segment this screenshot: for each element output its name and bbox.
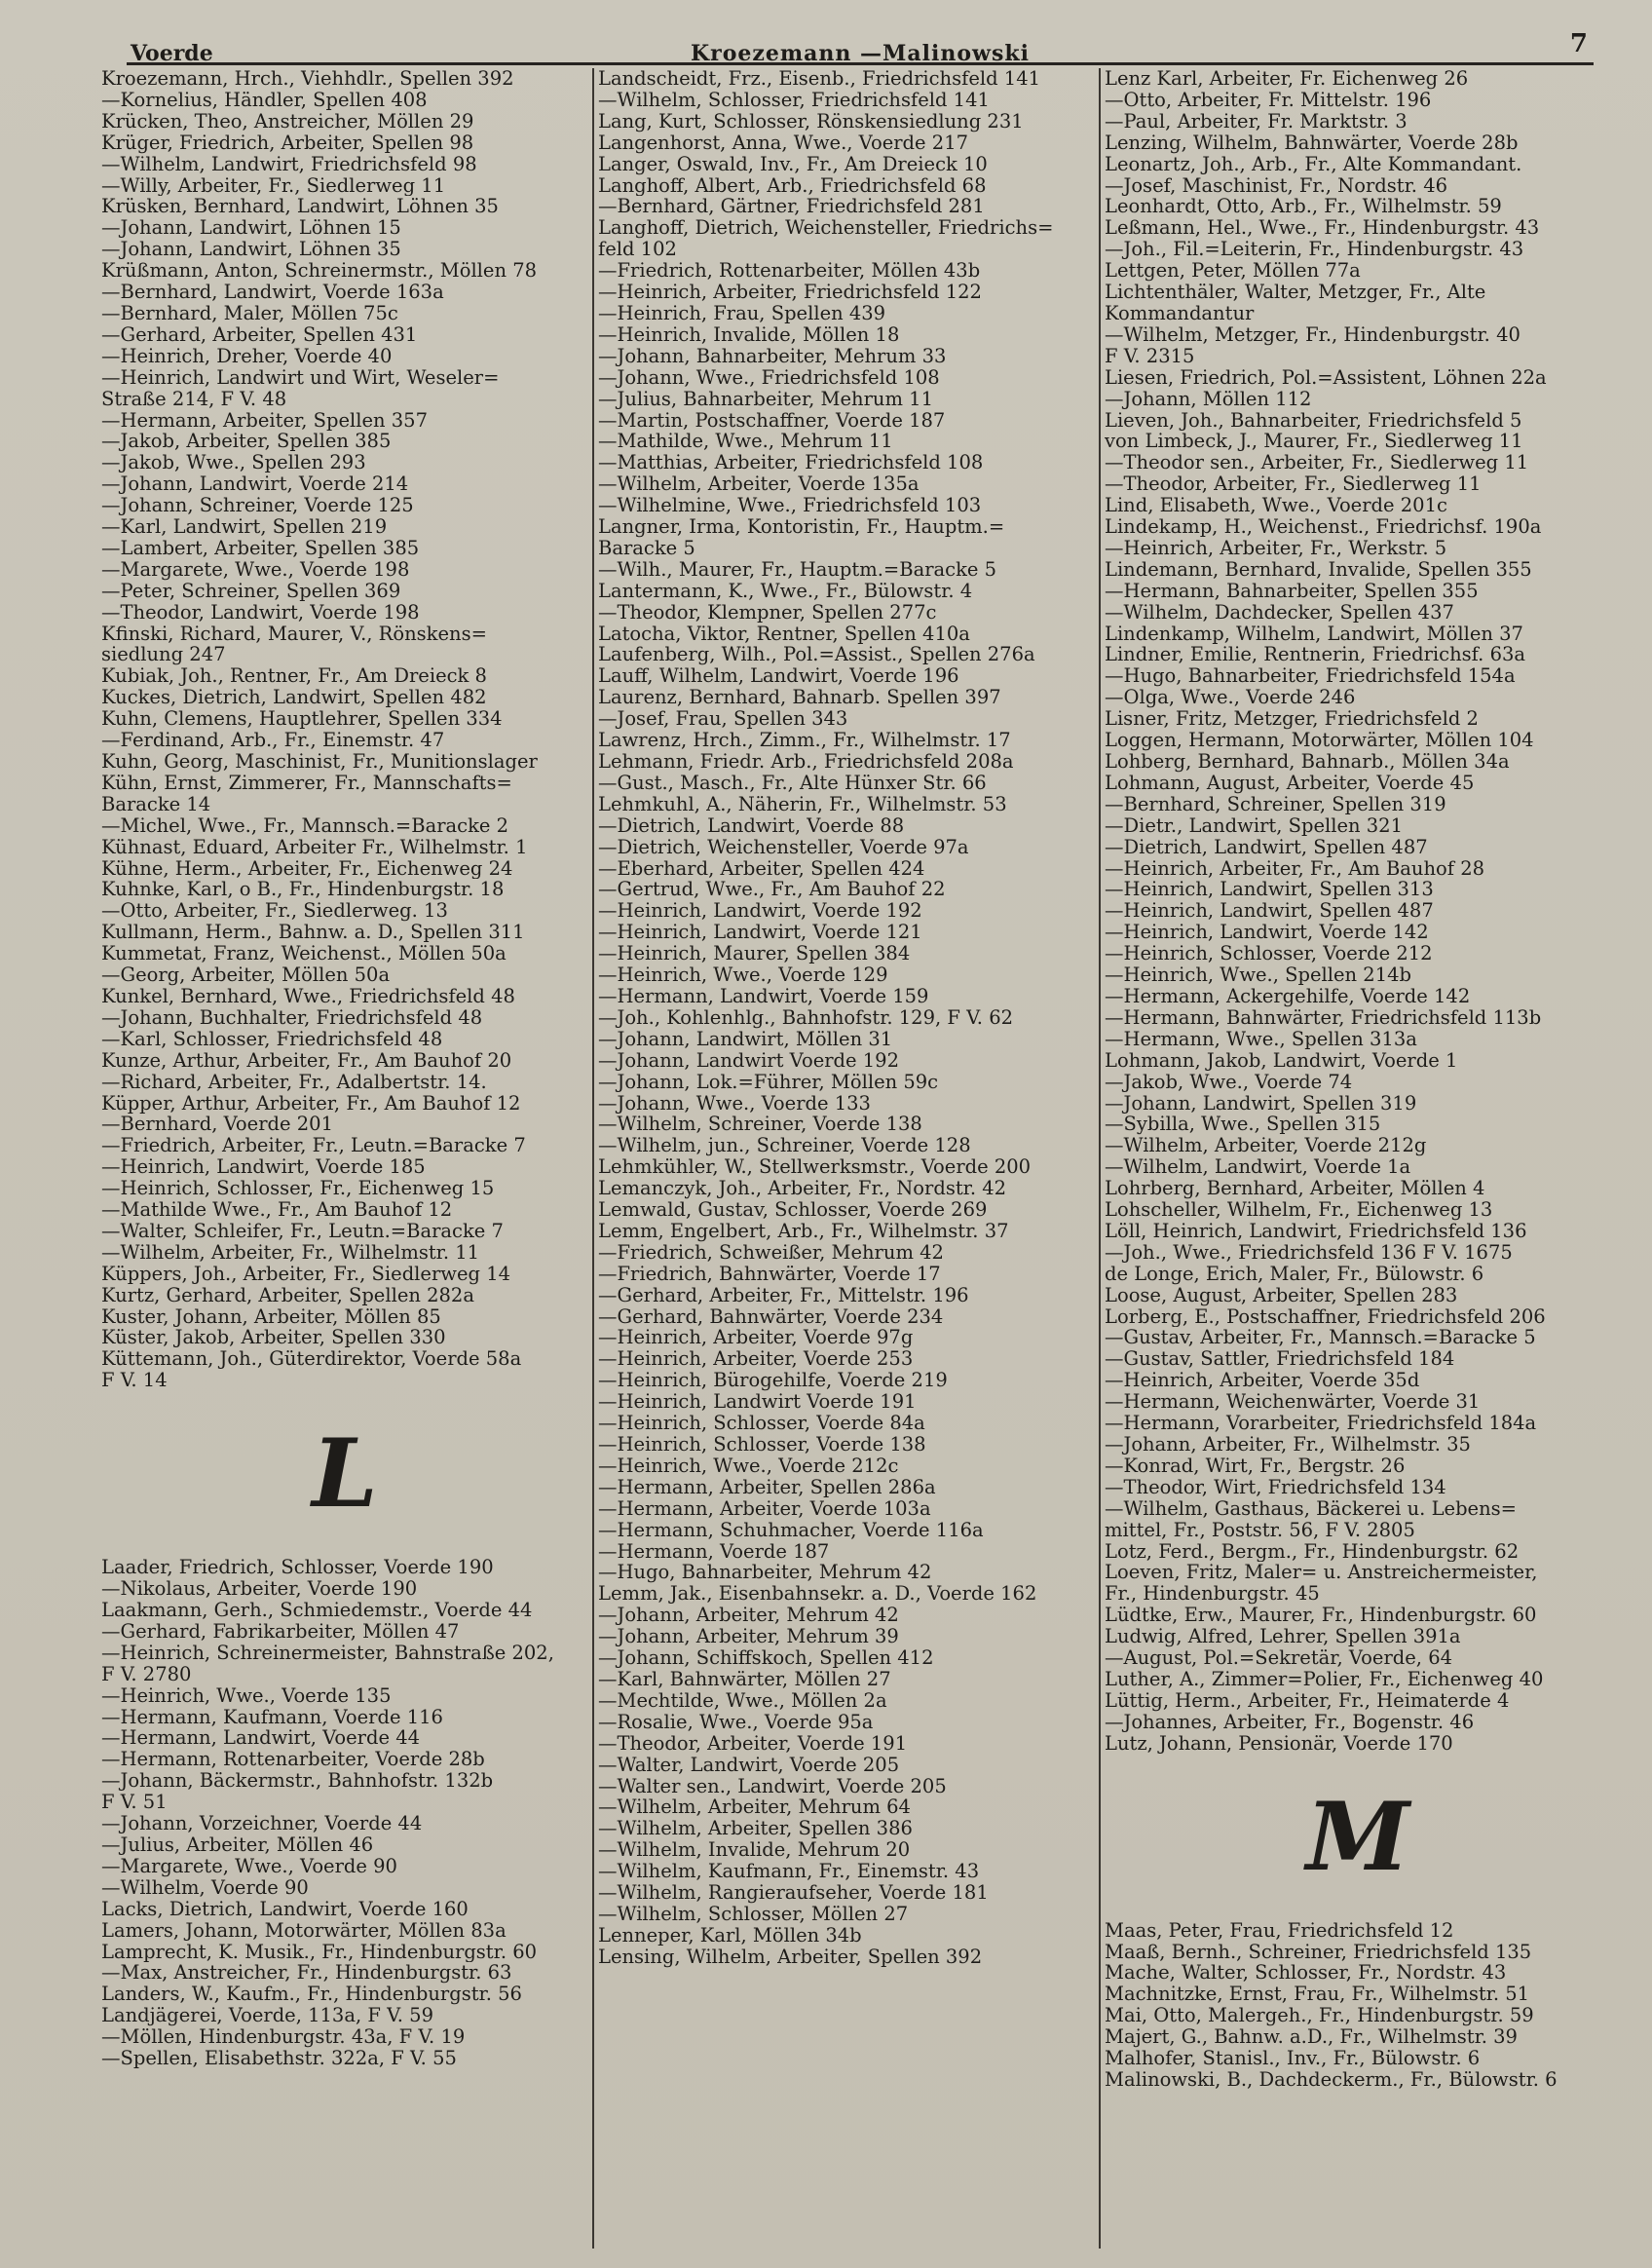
directory-entry: —Lambert, Arbeiter, Spellen 385	[101, 537, 420, 559]
directory-entry: Lindekamp, H., Weichenst., Friedrichsf. 190a	[1105, 516, 1542, 538]
directory-entry: Mache, Walter, Schlosser, Fr., Nordstr. 43	[1105, 1962, 1507, 1984]
directory-entry: Machnitzke, Ernst, Frau, Fr., Wilhelmstr. 51	[1105, 1984, 1530, 2006]
directory-entry: Maaß, Bernh., Schreiner, Friedrichsfeld 135	[1105, 1941, 1532, 1963]
directory-entry: Lichtenthäler, Walter, Metzger, Fr., Alte	[1105, 282, 1486, 303]
directory-entry: Lind, Elisabeth, Wwe., Voerde 201c	[1105, 495, 1447, 517]
directory-entry: —Heinrich, Arbeiter, Voerde 35d	[1105, 1370, 1420, 1392]
directory-entry: Loose, August, Arbeiter, Spellen 283	[1105, 1284, 1458, 1306]
directory-entry: —Wilh., Maurer, Fr., Hauptm.=Baracke 5	[598, 558, 997, 581]
directory-entry: —Jakob, Arbeiter, Spellen 385	[101, 431, 392, 453]
directory-entry: —Walter, Landwirt, Voerde 205	[598, 1754, 900, 1776]
directory-entry: —Peter, Schreiner, Spellen 369	[101, 580, 401, 602]
directory-entry: Ludwig, Alfred, Lehrer, Spellen 391a	[1105, 1626, 1461, 1648]
directory-entry: Loeven, Fritz, Maler= u. Anstreichermeister,	[1105, 1562, 1538, 1584]
directory-entry: Kühne, Herm., Arbeiter, Fr., Eichenweg 24	[101, 857, 513, 880]
directory-entry: —Theodor, Arbeiter, Voerde 191	[598, 1732, 908, 1755]
directory-entry: —Johann, Wwe., Friedrichsfeld 108	[598, 366, 940, 389]
directory-entry: —Heinrich, Schreinermeister, Bahnstraße 202,	[101, 1642, 554, 1664]
directory-entry: —Dietrich, Landwirt, Voerde 88	[598, 814, 905, 837]
directory-entry: —Wilhelm, Arbeiter, Spellen 386	[598, 1818, 913, 1840]
directory-entry: —Dietrich, Landwirt, Spellen 487	[1105, 836, 1428, 858]
directory-entry: Kühn, Ernst, Zimmerer, Fr., Mannschafts=	[101, 772, 512, 794]
directory-entry: Lindemann, Bernhard, Invalide, Spellen 355	[1105, 558, 1532, 581]
directory-entry: —Wilhelm, Voerde 90	[101, 1876, 309, 1899]
directory-column-3	[1099, 68, 1611, 2249]
directory-entry: Baracke 14	[101, 793, 211, 815]
directory-entry: —Johann, Landwirt, Löhnen 15	[101, 217, 401, 240]
directory-entry: —Heinrich, Landwirt, Voerde 185	[101, 1156, 426, 1179]
directory-entry: Kroezemann, Hrch., Viehhdlr., Spellen 392	[101, 68, 514, 90]
directory-entry: Loggen, Hermann, Motorwärter, Möllen 104	[1105, 730, 1534, 751]
directory-entry: —Theodor sen., Arbeiter, Fr., Siedlerweg 11	[1105, 452, 1529, 474]
directory-entry: —Heinrich, Landwirt, Voerde 121	[598, 922, 922, 944]
directory-entry: Latocha, Viktor, Rentner, Spellen 410a	[598, 623, 970, 645]
directory-entry: Lemm, Engelbert, Arb., Fr., Wilhelmstr. 37	[598, 1220, 1009, 1242]
directory-entry: Kühnast, Eduard, Arbeiter Fr., Wilhelmstr. 1	[101, 836, 528, 858]
directory-entry: —Johann, Landwirt, Voerde 214	[101, 473, 409, 496]
directory-entry: —Heinrich, Arbeiter, Fr., Am Bauhof 28	[1105, 857, 1485, 880]
directory-entry: —Johann, Buchhalter, Friedrichsfeld 48	[101, 1006, 483, 1029]
directory-entry: —Gustav, Arbeiter, Fr., Mannsch.=Baracke 5	[1105, 1327, 1536, 1349]
directory-entry: Lacks, Dietrich, Landwirt, Voerde 160	[101, 1898, 469, 1920]
directory-entry: —Dietr., Landwirt, Spellen 321	[1105, 814, 1403, 837]
directory-entry: —Hermann, Voerde 187	[598, 1540, 830, 1563]
directory-entry: —Heinrich, Wwe., Voerde 212c	[598, 1455, 899, 1477]
directory-entry: F V. 2315	[1105, 345, 1195, 367]
directory-entry: —Hermann, Vorarbeiter, Friedrichsfeld 184a	[1105, 1413, 1537, 1434]
directory-entry: —Heinrich, Arbeiter, Voerde 253	[598, 1348, 914, 1371]
directory-entry: Laufenberg, Wilh., Pol.=Assist., Spellen 276a	[598, 644, 1035, 666]
directory-entry: —Heinrich, Arbeiter, Fr., Werkstr. 5	[1105, 537, 1447, 559]
directory-entry: —Paul, Arbeiter, Fr. Marktstr. 3	[1105, 110, 1408, 132]
directory-entry: —Heinrich, Landwirt Voerde 191	[598, 1391, 917, 1414]
directory-entry: —Josef, Frau, Spellen 343	[598, 708, 848, 731]
directory-entry: —Gerhard, Arbeiter, Fr., Mittelstr. 196	[598, 1284, 969, 1306]
directory-entry: Kummetat, Franz, Weichenst., Möllen 50a	[101, 943, 507, 965]
directory-entry: —Bernhard, Maler, Möllen 75c	[101, 302, 398, 324]
directory-entry: Kuster, Johann, Arbeiter, Möllen 85	[101, 1305, 441, 1328]
directory-entry: —Heinrich, Invalide, Möllen 18	[598, 323, 900, 346]
directory-entry: Langhoff, Dietrich, Weichensteller, Friedrichs=	[598, 217, 1054, 240]
directory-entry: Lamprecht, K. Musik., Fr., Hindenburgstr. 60	[101, 1941, 538, 1963]
directory-entry: Straße 214, F V. 48	[101, 388, 287, 410]
directory-entry: —Joh., Wwe., Friedrichsfeld 136 F V. 1675	[1105, 1241, 1513, 1264]
directory-entry: Krüßmann, Anton, Schreinermstr., Möllen 78	[101, 260, 538, 283]
directory-entry: siedlung 247	[101, 644, 226, 666]
directory-entry: —Hermann, Weichenwärter, Voerde 31	[1105, 1391, 1481, 1414]
directory-entry: —Wilhelm, Invalide, Mehrum 20	[598, 1839, 911, 1862]
directory-entry: —Eberhard, Arbeiter, Spellen 424	[598, 857, 925, 880]
directory-entry: Lotz, Ferd., Bergm., Fr., Hindenburgstr. 62	[1105, 1540, 1520, 1563]
directory-entry: —Johann, Möllen 112	[1105, 388, 1312, 410]
directory-entry: Leonartz, Joh., Arb., Fr., Alte Kommandant.	[1105, 153, 1522, 175]
directory-entry: Lettgen, Peter, Möllen 77a	[1105, 260, 1361, 283]
directory-entry: Langenhorst, Anna, Wwe., Voerde 217	[598, 132, 969, 154]
directory-entry: —Hermann, Wwe., Spellen 313a	[1105, 1028, 1417, 1050]
directory-entry: —Friedrich, Rottenarbeiter, Möllen 43b	[598, 260, 981, 283]
directory-entry: —Friedrich, Schweißer, Mehrum 42	[598, 1241, 944, 1264]
directory-entry: —Heinrich, Landwirt, Spellen 487	[1105, 900, 1434, 923]
directory-entry: —Hermann, Landwirt, Voerde 159	[598, 985, 929, 1007]
directory-entry: Lenz Karl, Arbeiter, Fr. Eichenweg 26	[1105, 68, 1469, 90]
directory-entry: —Wilhelm, Landwirt, Friedrichsfeld 98	[101, 153, 477, 175]
directory-entry: Laurenz, Bernhard, Bahnarb. Spellen 397	[598, 687, 1001, 709]
directory-entry: Lawrenz, Hrch., Zimm., Fr., Wilhelmstr. 17	[598, 730, 1011, 751]
directory-entry: Lüdtke, Erw., Maurer, Fr., Hindenburgstr. 60	[1105, 1605, 1537, 1627]
directory-entry: Lohmann, Jakob, Landwirt, Voerde 1	[1105, 1049, 1458, 1072]
directory-entry: —Johann, Bahnarbeiter, Mehrum 33	[598, 345, 947, 367]
directory-entry: —Wilhelm, Rangieraufseher, Voerde 181	[598, 1882, 989, 1904]
directory-entry: —Julius, Bahnarbeiter, Mehrum 11	[598, 388, 933, 410]
directory-entry: —Wilhelm, Metzger, Fr., Hindenburgstr. 40	[1105, 323, 1521, 346]
directory-entry: —Johann, Landwirt Voerde 192	[598, 1049, 899, 1072]
directory-entry: —Richard, Arbeiter, Fr., Adalbertstr. 14.	[101, 1071, 487, 1093]
directory-entry: Kfinski, Richard, Maurer, V., Rönskens=	[101, 623, 487, 645]
directory-column-1	[101, 68, 588, 2249]
directory-entry: —Kornelius, Händler, Spellen 408	[101, 89, 428, 111]
directory-entry: Landjägerei, Voerde, 113a, F V. 59	[101, 2005, 433, 2027]
directory-entry: Krüsken, Bernhard, Landwirt, Löhnen 35	[101, 196, 499, 218]
directory-entry: —Heinrich, Landwirt und Wirt, Weseler=	[101, 366, 500, 389]
directory-entry: —Mathilde, Wwe., Mehrum 11	[598, 431, 893, 453]
directory-entry: —Gust., Masch., Fr., Alte Hünxer Str. 66	[598, 772, 987, 794]
directory-entry: —Gerhard, Fabrikarbeiter, Möllen 47	[101, 1620, 460, 1643]
directory-entry: —Theodor, Landwirt, Voerde 198	[101, 601, 420, 624]
directory-entry: Küpper, Arthur, Arbeiter, Fr., Am Bauhof 12	[101, 1092, 521, 1115]
directory-entry: —Martin, Postschaffner, Voerde 187	[598, 409, 946, 432]
directory-column-2	[592, 68, 1097, 2249]
directory-entry: Langer, Oswald, Inv., Fr., Am Dreieck 10	[598, 153, 988, 175]
directory-entry: Lehmkuhl, A., Näherin, Fr., Wilhelmstr. 53	[598, 793, 1007, 815]
directory-entry: —Heinrich, Arbeiter, Friedrichsfeld 122	[598, 282, 982, 303]
directory-entry: —Walter sen., Landwirt, Voerde 205	[598, 1775, 947, 1797]
directory-entry: —Wilhelm, Gasthaus, Bäckerei u. Lebens=	[1105, 1497, 1517, 1520]
directory-entry: Landscheidt, Frz., Eisenb., Friedrichsfeld 141	[598, 68, 1041, 90]
directory-entry: —August, Pol.=Sekretär, Voerde, 64	[1105, 1647, 1453, 1669]
directory-entry: —Karl, Bahnwärter, Möllen 27	[598, 1668, 891, 1690]
directory-entry: —Theodor, Klempner, Spellen 277c	[598, 601, 937, 624]
directory-entry: Küster, Jakob, Arbeiter, Spellen 330	[101, 1327, 446, 1349]
directory-entry: F V. 14	[101, 1370, 168, 1392]
directory-entry: —Theodor, Arbeiter, Fr., Siedlerweg 11	[1105, 473, 1482, 496]
header-place: Voerde	[131, 41, 213, 66]
directory-entry: —Walter, Schleifer, Fr., Leutn.=Baracke 7	[101, 1220, 504, 1242]
directory-entry: —Joh., Kohlenhlg., Bahnhofstr. 129, F V. 62	[598, 1006, 1014, 1029]
directory-entry: Lüttig, Herm., Arbeiter, Fr., Heimaterde 4	[1105, 1689, 1510, 1712]
directory-entry: Baracke 5	[598, 537, 695, 559]
directory-entry: Kunkel, Bernhard, Wwe., Friedrichsfeld 48	[101, 985, 515, 1007]
directory-entry: —Hermann, Bahnwärter, Friedrichsfeld 113b	[1105, 1006, 1542, 1029]
directory-entry: F V. 2780	[101, 1663, 192, 1685]
directory-entry: Landers, W., Kaufm., Fr., Hindenburgstr. 56	[101, 1984, 522, 2006]
directory-entry: Krücken, Theo, Anstreicher, Möllen 29	[101, 110, 474, 132]
directory-entry: —Max, Anstreicher, Fr., Hindenburgstr. 63	[101, 1962, 512, 1984]
directory-entry: —Johann, Arbeiter, Fr., Wilhelmstr. 35	[1105, 1434, 1471, 1455]
directory-entry: Küppers, Joh., Arbeiter, Fr., Siedlerweg 14	[101, 1263, 511, 1285]
section-letter: L	[312, 1418, 378, 1530]
directory-entry: —Johann, Landwirt, Möllen 31	[598, 1028, 893, 1050]
directory-entry: Laader, Friedrich, Schlosser, Voerde 190	[101, 1557, 494, 1579]
directory-entry: feld 102	[598, 239, 677, 261]
directory-entry: —Johann, Schiffskoch, Spellen 412	[598, 1647, 934, 1669]
directory-entry: —Mechtilde, Wwe., Möllen 2a	[598, 1689, 887, 1712]
directory-entry: —Gustav, Sattler, Friedrichsfeld 184	[1105, 1348, 1455, 1371]
directory-entry: —Heinrich, Dreher, Voerde 40	[101, 345, 393, 367]
directory-entry: —Wilhelm, Arbeiter, Fr., Wilhelmstr. 11	[101, 1241, 480, 1264]
directory-entry: —Heinrich, Maurer, Spellen 384	[598, 943, 911, 965]
directory-entry: Lieven, Joh., Bahnarbeiter, Friedrichsfeld 5	[1105, 409, 1522, 432]
directory-entry: —Konrad, Wirt, Fr., Bergstr. 26	[1105, 1455, 1406, 1477]
directory-entry: Lemwald, Gustav, Schlosser, Voerde 269	[598, 1199, 988, 1221]
directory-entry: —Joh., Fil.=Leiterin, Fr., Hindenburgstr. 43	[1105, 239, 1524, 261]
directory-entry: Lohscheller, Wilhelm, Fr., Eichenweg 13	[1105, 1199, 1493, 1221]
directory-entry: —Hermann, Kaufmann, Voerde 116	[101, 1706, 443, 1728]
directory-entry: —Heinrich, Schlosser, Voerde 138	[598, 1434, 926, 1455]
directory-entry: —Heinrich, Arbeiter, Voerde 97g	[598, 1327, 914, 1349]
directory-entry: —Sybilla, Wwe., Spellen 315	[1105, 1114, 1381, 1136]
directory-entry: Kuhn, Georg, Maschinist, Fr., Munitionslager	[101, 751, 538, 773]
directory-entry: —Hugo, Bahnarbeiter, Mehrum 42	[598, 1562, 932, 1584]
directory-entry: —Gerhard, Arbeiter, Spellen 431	[101, 323, 418, 346]
directory-entry: mittel, Fr., Poststr. 56, F V. 2805	[1105, 1519, 1415, 1541]
directory-entry: —Otto, Arbeiter, Fr., Siedlerweg. 13	[101, 900, 448, 923]
directory-entry: —Gerhard, Bahnwärter, Voerde 234	[598, 1305, 944, 1328]
directory-entry: Kubiak, Joh., Rentner, Fr., Am Dreieck 8	[101, 665, 487, 688]
directory-entry: —Heinrich, Landwirt, Spellen 313	[1105, 879, 1434, 901]
directory-entry: —Heinrich, Landwirt, Voerde 142	[1105, 922, 1429, 944]
directory-entry: —Heinrich, Landwirt, Voerde 192	[598, 900, 922, 923]
directory-entry: —Heinrich, Wwe., Voerde 135	[101, 1684, 392, 1707]
directory-entry: Lorberg, E., Postschaffner, Friedrichsfeld 206	[1105, 1305, 1546, 1328]
directory-entry: —Wilhelm, Schlosser, Friedrichsfeld 141	[598, 89, 990, 111]
directory-entry: Lenzing, Wilhelm, Bahnwärter, Voerde 28b	[1105, 132, 1519, 154]
directory-entry: —Heinrich, Frau, Spellen 439	[598, 302, 886, 324]
directory-entry: —Hermann, Arbeiter, Voerde 103a	[598, 1497, 931, 1520]
directory-entry: —Johann, Bäckermstr., Bahnhofstr. 132b	[101, 1770, 494, 1793]
directory-entry: Maas, Peter, Frau, Friedrichsfeld 12	[1105, 1919, 1454, 1942]
directory-entry: Leßmann, Hel., Wwe., Fr., Hindenburgstr. 43	[1105, 217, 1540, 240]
directory-entry: Lehmkühler, W., Stellwerksmstr., Voerde 200	[598, 1156, 1032, 1179]
directory-entry: —Wilhelm, Landwirt, Voerde 1a	[1105, 1156, 1411, 1179]
directory-entry: Küttemann, Joh., Güterdirektor, Voerde 58a	[101, 1348, 522, 1371]
directory-entry: Kommandantur	[1105, 302, 1255, 324]
directory-entry: —Johann, Landwirt, Löhnen 35	[101, 239, 401, 261]
directory-entry: Lindenkamp, Wilhelm, Landwirt, Möllen 37	[1105, 623, 1523, 645]
directory-entry: —Hermann, Arbeiter, Spellen 286a	[598, 1476, 936, 1498]
directory-entry: —Otto, Arbeiter, Fr. Mittelstr. 196	[1105, 89, 1432, 111]
directory-entry: —Michel, Wwe., Fr., Mannsch.=Baracke 2	[101, 814, 509, 837]
directory-entry: —Wilhelm, jun., Schreiner, Voerde 128	[598, 1135, 971, 1157]
directory-entry: —Karl, Landwirt, Spellen 219	[101, 516, 388, 538]
directory-entry: —Hugo, Bahnarbeiter, Friedrichsfeld 154a	[1105, 665, 1516, 688]
directory-entry: —Friedrich, Arbeiter, Fr., Leutn.=Baracke 7	[101, 1135, 526, 1157]
directory-entry: —Jakob, Wwe., Voerde 74	[1105, 1071, 1353, 1093]
directory-entry: Lohberg, Bernhard, Bahnarb., Möllen 34a	[1105, 751, 1510, 773]
directory-entry: —Julius, Arbeiter, Möllen 46	[101, 1833, 374, 1856]
directory-entry: —Johann, Lok.=Führer, Möllen 59c	[598, 1071, 939, 1093]
directory-entry: —Johann, Schreiner, Voerde 125	[101, 495, 414, 517]
directory-entry: —Wilhelm, Schlosser, Möllen 27	[598, 1903, 909, 1925]
directory-entry: F V. 51	[101, 1792, 168, 1814]
directory-entry: Langner, Irma, Kontoristin, Fr., Hauptm.=	[598, 516, 1005, 538]
directory-entry: —Georg, Arbeiter, Möllen 50a	[101, 964, 391, 986]
directory-entry: —Wilhelm, Arbeiter, Voerde 135a	[598, 473, 920, 496]
directory-entry: Lamers, Johann, Motorwärter, Möllen 83a	[101, 1919, 507, 1942]
directory-entry: Krüger, Friedrich, Arbeiter, Spellen 98	[101, 132, 474, 154]
directory-entry: Langhoff, Albert, Arb., Friedrichsfeld 68	[598, 174, 987, 197]
directory-entry: Kuckes, Dietrich, Landwirt, Spellen 482	[101, 687, 487, 709]
directory-entry: Lang, Kurt, Schlosser, Rönskensiedlung 231	[598, 110, 1024, 132]
page-number: 7	[1569, 29, 1588, 58]
directory-entry: —Hermann, Bahnarbeiter, Spellen 355	[1105, 580, 1479, 602]
directory-entry: —Karl, Schlosser, Friedrichsfeld 48	[101, 1028, 443, 1050]
directory-entry: Fr., Hindenburgstr. 45	[1105, 1583, 1320, 1606]
directory-entry: Lauff, Wilhelm, Landwirt, Voerde 196	[598, 665, 959, 688]
directory-entry: —Johann, Wwe., Voerde 133	[598, 1092, 871, 1115]
directory-entry: —Margarete, Wwe., Voerde 198	[101, 558, 410, 581]
directory-entry: —Hermann, Rottenarbeiter, Voerde 28b	[101, 1749, 485, 1771]
directory-entry: —Friedrich, Bahnwärter, Voerde 17	[598, 1263, 941, 1285]
directory-entry: —Mathilde Wwe., Fr., Am Bauhof 12	[101, 1199, 453, 1221]
directory-entry: —Nikolaus, Arbeiter, Voerde 190	[101, 1578, 418, 1600]
directory-entry: —Bernhard, Gärtner, Friedrichsfeld 281	[598, 196, 985, 218]
directory-entry: von Limbeck, J., Maurer, Fr., Siedlerweg 11	[1105, 431, 1523, 453]
directory-entry: —Wilhelm, Schreiner, Voerde 138	[598, 1114, 922, 1136]
directory-entry: Lohmann, August, Arbeiter, Voerde 45	[1105, 772, 1475, 794]
directory-entry: —Hermann, Ackergehilfe, Voerde 142	[1105, 985, 1471, 1007]
page-header	[127, 29, 1594, 65]
directory-entry: —Josef, Maschinist, Fr., Nordstr. 46	[1105, 174, 1448, 197]
section-letter: M	[1305, 1781, 1410, 1892]
directory-entry: Laakmann, Gerh., Schmiedemstr., Voerde 44	[101, 1600, 533, 1621]
directory-entry: Lemanczyk, Joh., Arbeiter, Fr., Nordstr. 42	[598, 1178, 1007, 1200]
directory-entry: —Margarete, Wwe., Voerde 90	[101, 1855, 397, 1877]
directory-entry: —Gertrud, Wwe., Fr., Am Bauhof 22	[598, 879, 946, 901]
directory-entry: —Johann, Arbeiter, Mehrum 39	[598, 1626, 899, 1648]
directory-entry: —Matthias, Arbeiter, Friedrichsfeld 108	[598, 452, 984, 474]
directory-entry: Lutz, Johann, Pensionär, Voerde 170	[1105, 1732, 1453, 1755]
directory-entry: —Olga, Wwe., Voerde 246	[1105, 687, 1356, 709]
directory-entry: —Heinrich, Schlosser, Fr., Eichenweg 15	[101, 1178, 495, 1200]
directory-entry: Lehmann, Friedr. Arb., Friedrichsfeld 208a	[598, 751, 1014, 773]
directory-entry: —Theodor, Wirt, Friedrichsfeld 134	[1105, 1476, 1446, 1498]
directory-entry: —Willy, Arbeiter, Fr., Siedlerweg 11	[101, 174, 446, 197]
directory-entry: —Jakob, Wwe., Spellen 293	[101, 452, 366, 474]
directory-entry: —Bernhard, Landwirt, Voerde 163a	[101, 282, 444, 303]
directory-entry: Luther, A., Zimmer=Polier, Fr., Eichenweg 40	[1105, 1668, 1544, 1690]
directory-entry: de Longe, Erich, Maler, Fr., Bülowstr. 6	[1105, 1263, 1484, 1285]
directory-entry: Lisner, Fritz, Metzger, Friedrichsfeld 2	[1105, 708, 1479, 731]
directory-entry: Kuhn, Clemens, Hauptlehrer, Spellen 334	[101, 708, 503, 731]
directory-entry: Kuhnke, Karl, o B., Fr., Hindenburgstr. 18	[101, 879, 505, 901]
directory-entry: Lohrberg, Bernhard, Arbeiter, Möllen 4	[1105, 1178, 1485, 1200]
directory-entry: —Johann, Vorzeichner, Voerde 44	[101, 1813, 423, 1834]
directory-entry: Löll, Heinrich, Landwirt, Friedrichsfeld 136	[1105, 1220, 1527, 1242]
directory-entry: —Möllen, Hindenburgstr. 43a, F V. 19	[101, 2026, 466, 2049]
directory-entry: Kunze, Arthur, Arbeiter, Fr., Am Bauhof 20	[101, 1049, 512, 1072]
directory-entry: Leonhardt, Otto, Arb., Fr., Wilhelmstr. 59	[1105, 196, 1502, 218]
directory-entry: —Wilhelmine, Wwe., Friedrichsfeld 103	[598, 495, 982, 517]
directory-entry: Malinowski, B., Dachdeckerm., Fr., Bülowstr. 6	[1105, 2068, 1558, 2091]
directory-entry: —Rosalie, Wwe., Voerde 95a	[598, 1711, 874, 1733]
header-name-range: Kroezemann —Malinowski	[691, 41, 1030, 66]
directory-entry: Kullmann, Herm., Bahnw. a. D., Spellen 311	[101, 922, 525, 944]
directory-entry: —Dietrich, Weichensteller, Voerde 97a	[598, 836, 969, 858]
directory-entry: Lindner, Emilie, Rentnerin, Friedrichsf. 63a	[1105, 644, 1526, 666]
directory-entry: —Wilhelm, Arbeiter, Mehrum 64	[598, 1796, 911, 1819]
directory-entry: Mai, Otto, Malergeh., Fr., Hindenburgstr. 59	[1105, 2005, 1534, 2027]
directory-entry: Liesen, Friedrich, Pol.=Assistent, Löhnen 22a	[1105, 366, 1547, 389]
directory-entry: —Johann, Landwirt, Spellen 319	[1105, 1092, 1417, 1115]
directory-entry: Malhofer, Stanisl., Inv., Fr., Bülowstr. 6	[1105, 2048, 1481, 2069]
directory-entry: Lenneper, Karl, Möllen 34b	[598, 1924, 862, 1947]
directory-entry: —Heinrich, Wwe., Spellen 214b	[1105, 964, 1411, 986]
directory-entry: Kurtz, Gerhard, Arbeiter, Spellen 282a	[101, 1284, 474, 1306]
directory-entry: —Heinrich, Schlosser, Voerde 84a	[598, 1413, 925, 1434]
directory-entry: —Hermann, Schuhmacher, Voerde 116a	[598, 1519, 984, 1541]
directory-entry: —Ferdinand, Arb., Fr., Einemstr. 47	[101, 730, 445, 751]
directory-entry: —Johann, Arbeiter, Mehrum 42	[598, 1605, 899, 1627]
directory-entry: —Heinrich, Bürogehilfe, Voerde 219	[598, 1370, 948, 1392]
directory-entry: —Heinrich, Wwe., Voerde 129	[598, 964, 888, 986]
directory-entry: —Johannes, Arbeiter, Fr., Bogenstr. 46	[1105, 1711, 1475, 1733]
directory-entry: Lensing, Wilhelm, Arbeiter, Spellen 392	[598, 1946, 983, 1968]
directory-entry: —Heinrich, Schlosser, Voerde 212	[1105, 943, 1433, 965]
directory-entry: —Bernhard, Schreiner, Spellen 319	[1105, 793, 1446, 815]
directory-entry: —Wilhelm, Kaufmann, Fr., Einemstr. 43	[598, 1861, 980, 1883]
directory-entry: Majert, G., Bahnw. a.D., Fr., Wilhelmstr. 39	[1105, 2026, 1518, 2049]
directory-entry: Lantermann, K., Wwe., Fr., Bülowstr. 4	[598, 580, 973, 602]
directory-entry: —Hermann, Landwirt, Voerde 44	[101, 1727, 421, 1750]
directory-entry: —Spellen, Elisabethstr. 322a, F V. 55	[101, 2048, 457, 2069]
directory-entry: —Bernhard, Voerde 201	[101, 1114, 333, 1136]
directory-entry: Lemm, Jak., Eisenbahnsekr. a. D., Voerde 162	[598, 1583, 1037, 1606]
directory-entry: —Wilhelm, Arbeiter, Voerde 212g	[1105, 1135, 1427, 1157]
directory-entry: —Hermann, Arbeiter, Spellen 357	[101, 409, 428, 432]
directory-entry: —Wilhelm, Dachdecker, Spellen 437	[1105, 601, 1454, 624]
